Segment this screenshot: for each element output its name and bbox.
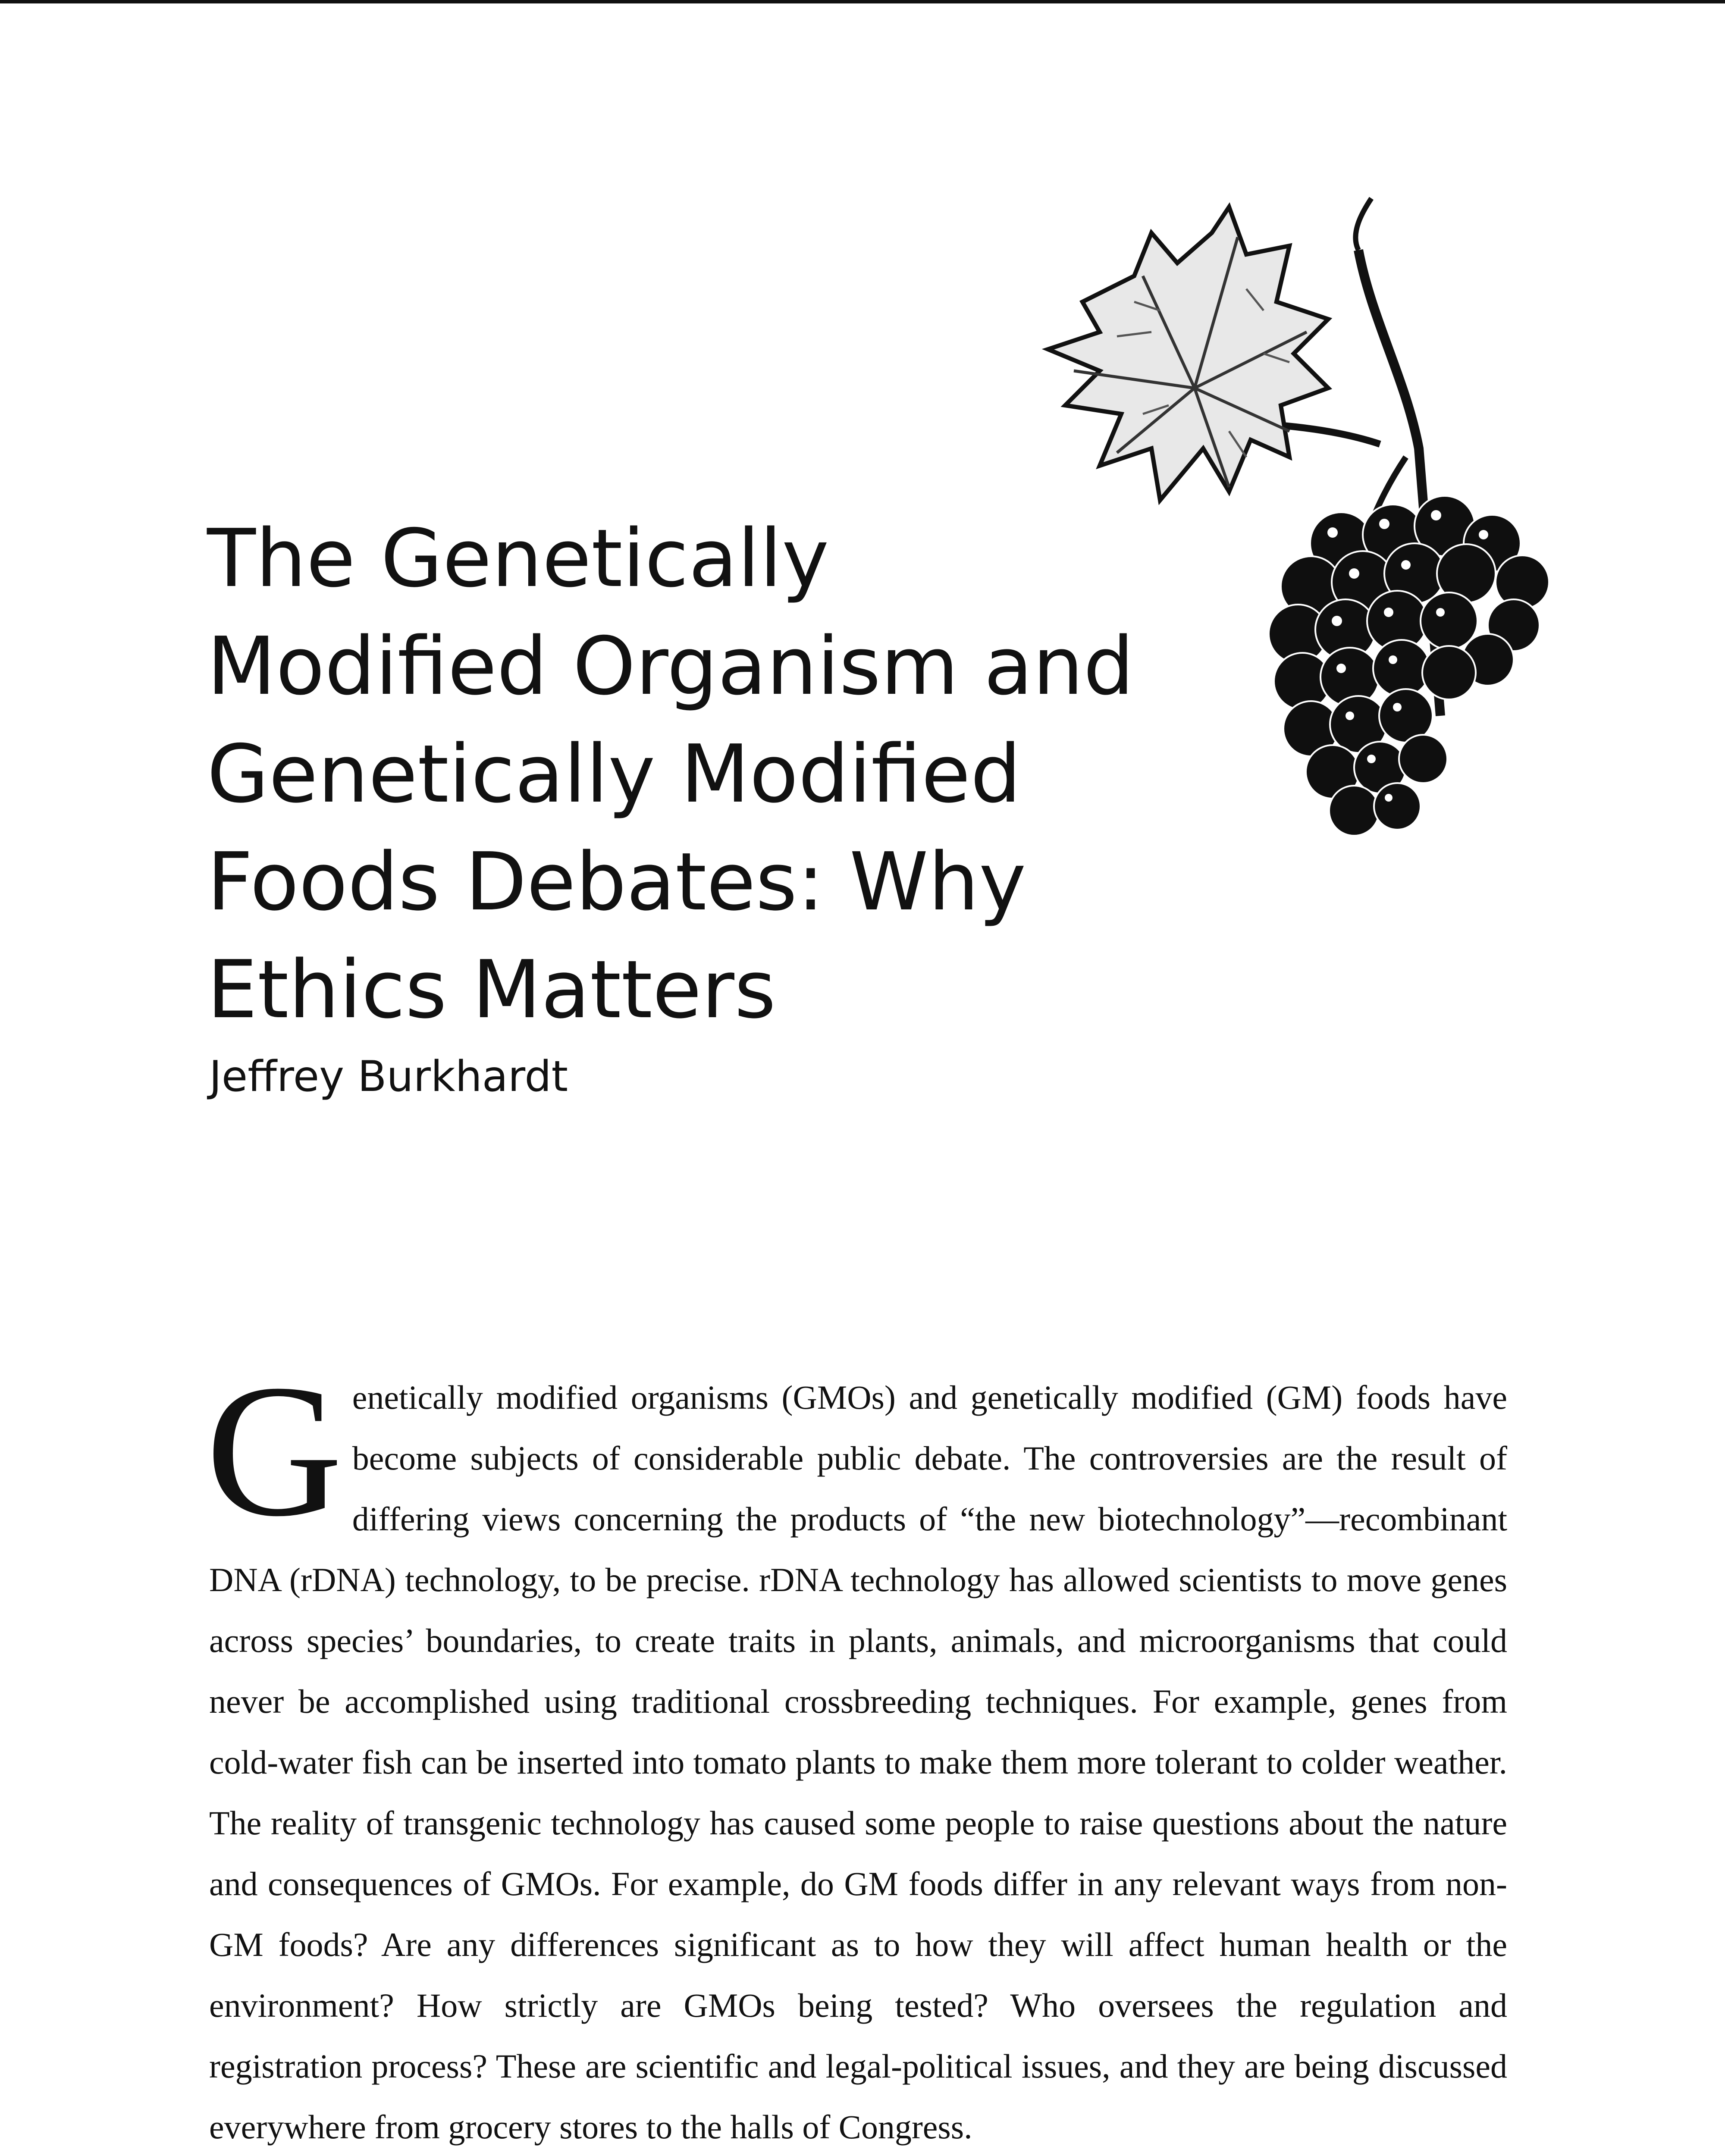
title-line: Modified Organism and: [207, 620, 1134, 713]
title-line: Foods Debates: Why: [207, 835, 1026, 928]
top-rule: [0, 0, 1725, 3]
paragraph-1-text: enetically modified organisms (GMOs) and genetically modified (GM) foods have become subjects of considerable public debate. The controversies are the result of differing views concerning the products of “the new biotechnology”—recombinant DNA (rDNA) technology, to be precise. rDNA technology has allowed scientists to move genes across species’ boundaries, to create traits in plants, animals, and microorganisms that could never be accomplished using traditional crossbreeding techniques. For example, genes from cold-water fish can be inserted into tomato plants to make them more tolerant to colder weather. The reality of transgenic technology has caused some people to raise questions about the nature and consequences of GMOs. For example, do GM foods differ in any relevant ways from non-GM foods? Are any differences significant as to how they will affect human health or the environment? How strictly are GMOs being tested? Who oversees the regulation and registration process? These are scientific and legal-political issues, and they are being discussed everywhere from grocery stores to the halls of Congress.: [209, 1379, 1507, 2146]
title-line: The Genetically: [207, 512, 829, 605]
drop-cap: G: [206, 1346, 343, 1556]
article-body: [206, 1346, 1507, 2156]
paragraph-1: [206, 1346, 1507, 2156]
author-name: Jeffrey Burkhardt: [209, 1052, 568, 1101]
article-title: [207, 505, 1199, 1044]
title-line: Ethics Matters: [207, 943, 776, 1036]
title-line: Genetically Modified: [207, 727, 1021, 821]
